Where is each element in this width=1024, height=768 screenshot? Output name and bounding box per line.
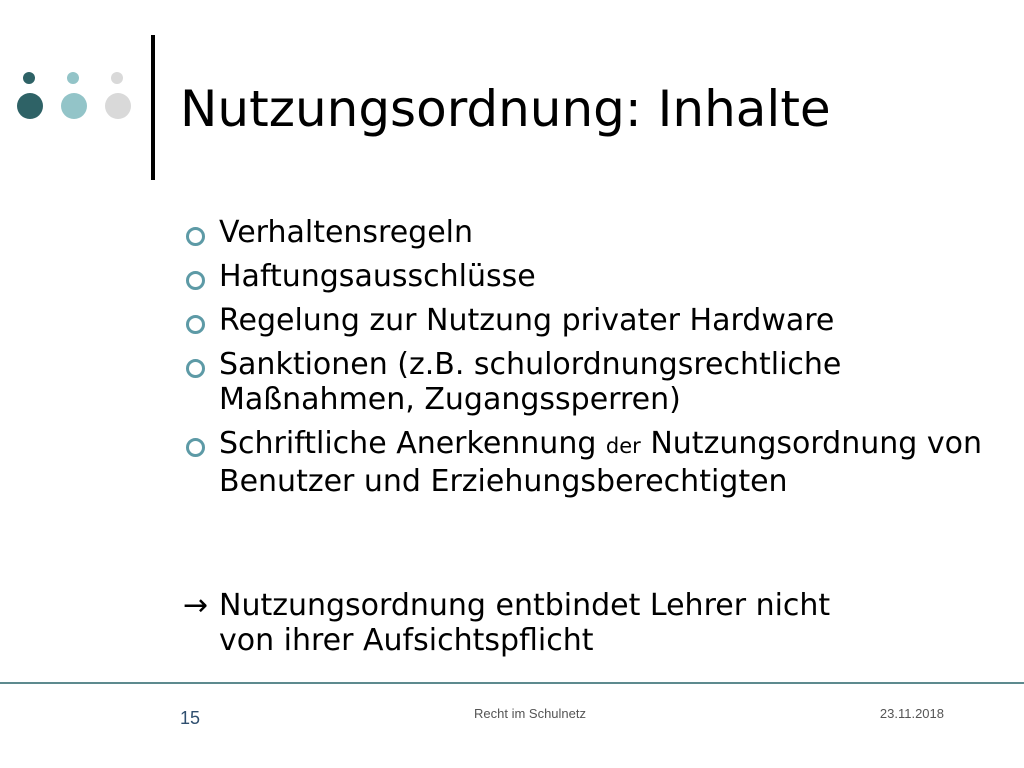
bullet-text-small-word: der xyxy=(605,434,641,458)
bullet-text: Haftungsausschlüsse xyxy=(219,259,536,294)
list-item xyxy=(183,259,1003,294)
ring-bullet-icon xyxy=(186,227,205,246)
footer-divider xyxy=(0,682,1024,684)
conclusion-note xyxy=(183,588,1003,658)
footer-title: Recht im Schulnetz xyxy=(474,706,586,721)
ring-bullet-icon xyxy=(186,271,205,290)
decor-dot-small-3 xyxy=(111,72,123,84)
bullet-text: Verhaltensregeln xyxy=(219,215,474,250)
bullet-text-part-a: Schriftliche Anerkennung xyxy=(219,426,606,461)
decor-dot-small-1 xyxy=(23,72,35,84)
decor-dot-large-3 xyxy=(105,93,131,119)
list-item xyxy=(183,347,1003,417)
list-item xyxy=(183,215,1003,250)
slide-title: Nutzungsordnung: Inhalte xyxy=(180,80,831,138)
note-text-1: Nutzungsordnung entbindet Lehrer nicht xyxy=(219,588,831,623)
list-item xyxy=(183,426,1003,499)
bullet-text: Sanktionen (z.B. schulordnungsrechtliche Maßnahmen, Zugangssperren) xyxy=(219,347,842,417)
bullet-text: Regelung zur Nutzung privater Hardware xyxy=(219,303,835,338)
title-divider-line xyxy=(151,35,155,180)
note-line-1 xyxy=(183,588,1003,623)
note-line-2: von ihrer Aufsichtspflicht xyxy=(219,623,594,658)
ring-bullet-icon xyxy=(186,315,205,334)
arrow-right-icon: → xyxy=(183,588,209,623)
page-number: 15 xyxy=(180,708,201,728)
ring-bullet-icon xyxy=(186,359,205,378)
bullet-list xyxy=(183,215,1003,508)
decor-dot-large-1 xyxy=(17,93,43,119)
bullet-text-part-c: Nutzungsordnung von Benutzer und Erziehungsberechtigten xyxy=(219,426,982,499)
list-item xyxy=(183,303,1003,338)
ring-bullet-icon xyxy=(186,438,205,457)
decor-dot-small-2 xyxy=(67,72,79,84)
decor-dot-large-2 xyxy=(61,93,87,119)
footer-date: 23.11.2018 xyxy=(879,706,944,721)
